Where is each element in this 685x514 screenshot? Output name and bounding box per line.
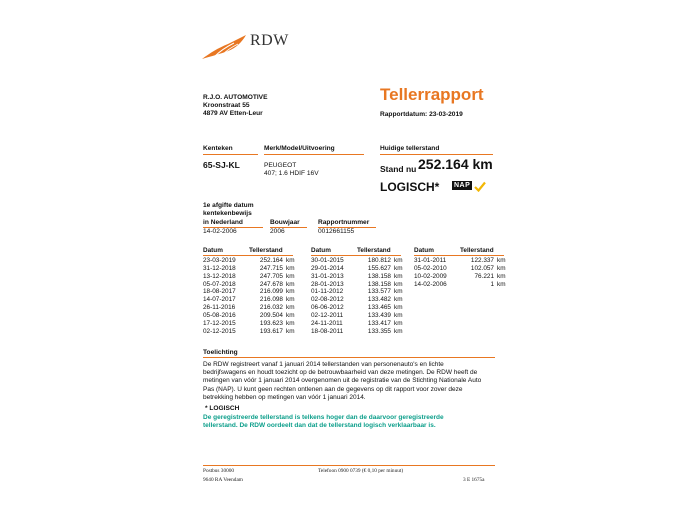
reading-unit: km xyxy=(286,288,295,296)
year-label: Bouwjaar xyxy=(270,219,300,226)
reading-unit: km xyxy=(286,312,295,320)
checkmark-icon xyxy=(474,181,486,192)
rule-plate xyxy=(203,154,258,155)
reading-unit: km xyxy=(394,304,403,312)
logisch-title: * LOGISCH xyxy=(205,405,240,412)
reading-value: 209.504 xyxy=(259,312,283,320)
footer-phone: Telefoon 0900 0739 (€ 0,10 per minuut) xyxy=(318,468,404,474)
logisch-explanation xyxy=(203,414,503,430)
nap-text: NAP xyxy=(454,182,471,189)
reading-value: 122.337 xyxy=(470,256,494,264)
reading-date: 29-01-2014 xyxy=(311,264,344,272)
reading-unit: km xyxy=(497,256,506,264)
footer-postbus: Postbus 30000 xyxy=(203,468,235,474)
reading-value: 133.482 xyxy=(367,296,391,304)
reading-unit: km xyxy=(286,256,295,264)
readings-header-rule xyxy=(203,255,293,256)
reading-row xyxy=(203,328,300,336)
reading-date: 02-08-2012 xyxy=(311,296,344,304)
reading-unit: km xyxy=(286,272,295,280)
reading-row xyxy=(311,281,408,289)
reading-unit: km xyxy=(394,264,403,272)
reading-row xyxy=(203,265,300,273)
reading-row xyxy=(311,320,408,328)
reading-row xyxy=(414,265,511,273)
reading-unit: km xyxy=(394,327,403,335)
plate-label: Kenteken xyxy=(203,145,233,152)
readings-column-2 xyxy=(311,247,408,336)
explanation-line: betrekking hebben op metingen van vóór 1 januari 2014. xyxy=(203,393,366,401)
reading-date: 18-08-2011 xyxy=(311,327,344,335)
reading-value: 193.617 xyxy=(259,327,283,335)
reading-row xyxy=(203,296,300,304)
reading-unit: km xyxy=(394,296,403,304)
reading-row xyxy=(203,320,300,328)
reading-date: 05-07-2018 xyxy=(203,280,236,288)
reading-value: 252.164 xyxy=(259,256,283,264)
reading-row xyxy=(203,281,300,289)
reading-date: 17-12-2015 xyxy=(203,320,236,328)
reading-date: 23-03-2019 xyxy=(203,256,236,264)
reading-date: 05-02-2010 xyxy=(414,264,447,272)
reading-date: 01-11-2012 xyxy=(311,288,344,296)
reading-unit: km xyxy=(394,256,403,264)
plate-value: 65-SJ-KL xyxy=(203,160,240,170)
reading-date: 30-01-2015 xyxy=(311,256,344,264)
reading-value: 247.705 xyxy=(259,272,283,280)
company-street: Kroonstraat 55 xyxy=(203,102,250,109)
reading-date: 26-11-2016 xyxy=(203,304,236,312)
reading-value: 133.577 xyxy=(367,288,391,296)
reading-date: 31-12-2018 xyxy=(203,264,236,272)
explanation-line: Pas (NAP). U kunt geen rechten ontlenen aan de gegevens op dit rapport voor zover deze xyxy=(203,385,463,393)
date-header: Datum xyxy=(414,247,434,254)
reading-row xyxy=(311,304,408,312)
reading-unit: km xyxy=(286,304,295,312)
footer-city: 9640 RA Veendam xyxy=(203,477,243,483)
reading-row xyxy=(414,257,511,265)
report-no-value: 0012661155 xyxy=(318,228,355,235)
reading-value: 180.812 xyxy=(367,256,391,264)
reading-row xyxy=(203,304,300,312)
reading-row xyxy=(311,296,408,304)
stand-value: 252.164 km xyxy=(418,156,493,172)
logisch-line: De geregistreerde tellerstand is telkens hoger dan de daarvoor geregistreerde xyxy=(203,414,444,421)
company-name: R.J.O. AUTOMOTIVE xyxy=(203,94,268,101)
reading-unit: km xyxy=(286,264,295,272)
company-city: 4879 AV Etten-Leur xyxy=(203,110,263,117)
make-value: PEUGEOT xyxy=(264,162,297,169)
readings-header xyxy=(311,247,408,255)
date-header: Datum xyxy=(203,247,223,254)
explanation-title: Toelichting xyxy=(203,349,238,356)
reading-row xyxy=(311,312,408,320)
reading-value: 76.221 xyxy=(474,272,494,280)
stand-prefix: Stand nu xyxy=(380,164,417,174)
reading-value: 102.057 xyxy=(470,264,494,272)
explanation-line: metingen van vóór 1 januari 2014 overgenomen uit de registratie van de Stichting Nationale Auto xyxy=(203,377,482,385)
readings-header-rule xyxy=(311,255,401,256)
year-value: 2006 xyxy=(270,228,285,235)
rule-footer xyxy=(203,465,495,466)
reading-date: 31-01-2013 xyxy=(311,272,344,280)
rule-make xyxy=(264,154,364,155)
reading-date: 28-01-2013 xyxy=(311,280,344,288)
reading-unit: km xyxy=(394,280,403,288)
first-reg-label-3: in Nederland xyxy=(203,219,243,226)
rule-odo xyxy=(380,154,493,155)
reading-row xyxy=(203,288,300,296)
reading-value: 193.623 xyxy=(259,320,283,328)
reading-row xyxy=(203,257,300,265)
reading-row xyxy=(414,281,511,289)
stand-header: Tellerstand xyxy=(249,247,283,254)
explanation-text xyxy=(203,361,503,402)
reading-unit: km xyxy=(394,272,403,280)
reading-row xyxy=(311,288,408,296)
first-reg-date: 14-02-2006 xyxy=(203,228,237,235)
nap-logo xyxy=(452,181,486,192)
reading-unit: km xyxy=(286,280,295,288)
reading-value: 216.099 xyxy=(259,288,283,296)
report-title: Tellerrapport xyxy=(380,85,484,104)
rdw-wing-icon xyxy=(200,33,248,61)
reading-value: 133.355 xyxy=(367,327,391,335)
first-reg-label-1: 1e afgifte datum xyxy=(203,202,254,209)
explanation-line: De RDW registreert vanaf 1 januari 2014 tellerstanden van personenauto's en lichte xyxy=(203,361,444,368)
reading-value: 133.417 xyxy=(367,320,391,328)
stand-header: Tellerstand xyxy=(357,247,391,254)
reading-date: 13-12-2018 xyxy=(203,272,236,280)
first-reg-label-2: kentekenbewijs xyxy=(203,210,252,217)
reading-value: 216.098 xyxy=(259,296,283,304)
reading-date: 31-01-2011 xyxy=(414,256,447,264)
reading-value: 1 xyxy=(490,280,494,288)
reading-unit: km xyxy=(286,296,295,304)
readings-column-3 xyxy=(414,247,511,288)
reading-value: 247.715 xyxy=(259,264,283,272)
reading-date: 02-12-2011 xyxy=(311,312,344,320)
reading-date: 18-08-2017 xyxy=(203,288,236,296)
report-date: Rapportdatum: 23-03-2019 xyxy=(380,111,463,118)
explanation-line: bedrijfswagens en houdt toezicht op de betrouwbaarheid van deze metingen. De RDW heeft de xyxy=(203,369,478,377)
reading-unit: km xyxy=(394,312,403,320)
reading-value: 133.439 xyxy=(367,312,391,320)
reading-row xyxy=(414,273,511,281)
reading-unit: km xyxy=(286,320,295,328)
report-no-label: Rapportnummer xyxy=(318,219,370,226)
reading-date: 24-11-2011 xyxy=(311,320,343,328)
readings-column-1 xyxy=(203,247,300,336)
readings-header xyxy=(203,247,300,255)
reading-unit: km xyxy=(394,288,403,296)
rule-explanation xyxy=(203,357,495,358)
rdw-logo xyxy=(200,31,292,61)
readings-header xyxy=(414,247,511,255)
make-label: Merk/Model/Uitvoering xyxy=(264,145,335,152)
reading-row xyxy=(311,257,408,265)
reading-row xyxy=(203,273,300,281)
model-value: 407; 1.6 HDIF 16V xyxy=(264,170,319,177)
reading-value: 138.158 xyxy=(367,280,391,288)
reading-value: 155.627 xyxy=(367,264,391,272)
reading-date: 10-02-2009 xyxy=(414,272,447,280)
reading-unit: km xyxy=(497,280,506,288)
reading-value: 133.465 xyxy=(367,304,391,312)
reading-date: 05-08-2016 xyxy=(203,312,236,320)
date-header: Datum xyxy=(311,247,331,254)
readings-header-rule xyxy=(414,255,504,256)
reading-date: 14-02-2006 xyxy=(414,280,447,288)
stand-header: Tellerstand xyxy=(460,247,494,254)
reading-row xyxy=(311,273,408,281)
reading-value: 216.032 xyxy=(259,304,283,312)
reading-unit: km xyxy=(497,264,506,272)
reading-value: 247.678 xyxy=(259,280,283,288)
odo-label: Huidige tellerstand xyxy=(380,145,440,152)
reading-row xyxy=(311,328,408,336)
logisch-label: LOGISCH* xyxy=(380,180,440,194)
reading-date: 02-12-2015 xyxy=(203,327,236,335)
reading-date: 14-07-2017 xyxy=(203,296,236,304)
footer-code: 3 E 1675a xyxy=(463,477,485,483)
reading-row xyxy=(203,312,300,320)
reading-row xyxy=(311,265,408,273)
brand-name: RDW xyxy=(250,32,289,49)
reading-value: 138.158 xyxy=(367,272,391,280)
reading-unit: km xyxy=(497,272,506,280)
reading-unit: km xyxy=(286,327,295,335)
logisch-line: tellerstand. De RDW oordeelt dan dat de tellerstand logisch verklaarbaar is. xyxy=(203,422,436,430)
reading-date: 06-06-2012 xyxy=(311,304,344,312)
reading-unit: km xyxy=(394,320,403,328)
